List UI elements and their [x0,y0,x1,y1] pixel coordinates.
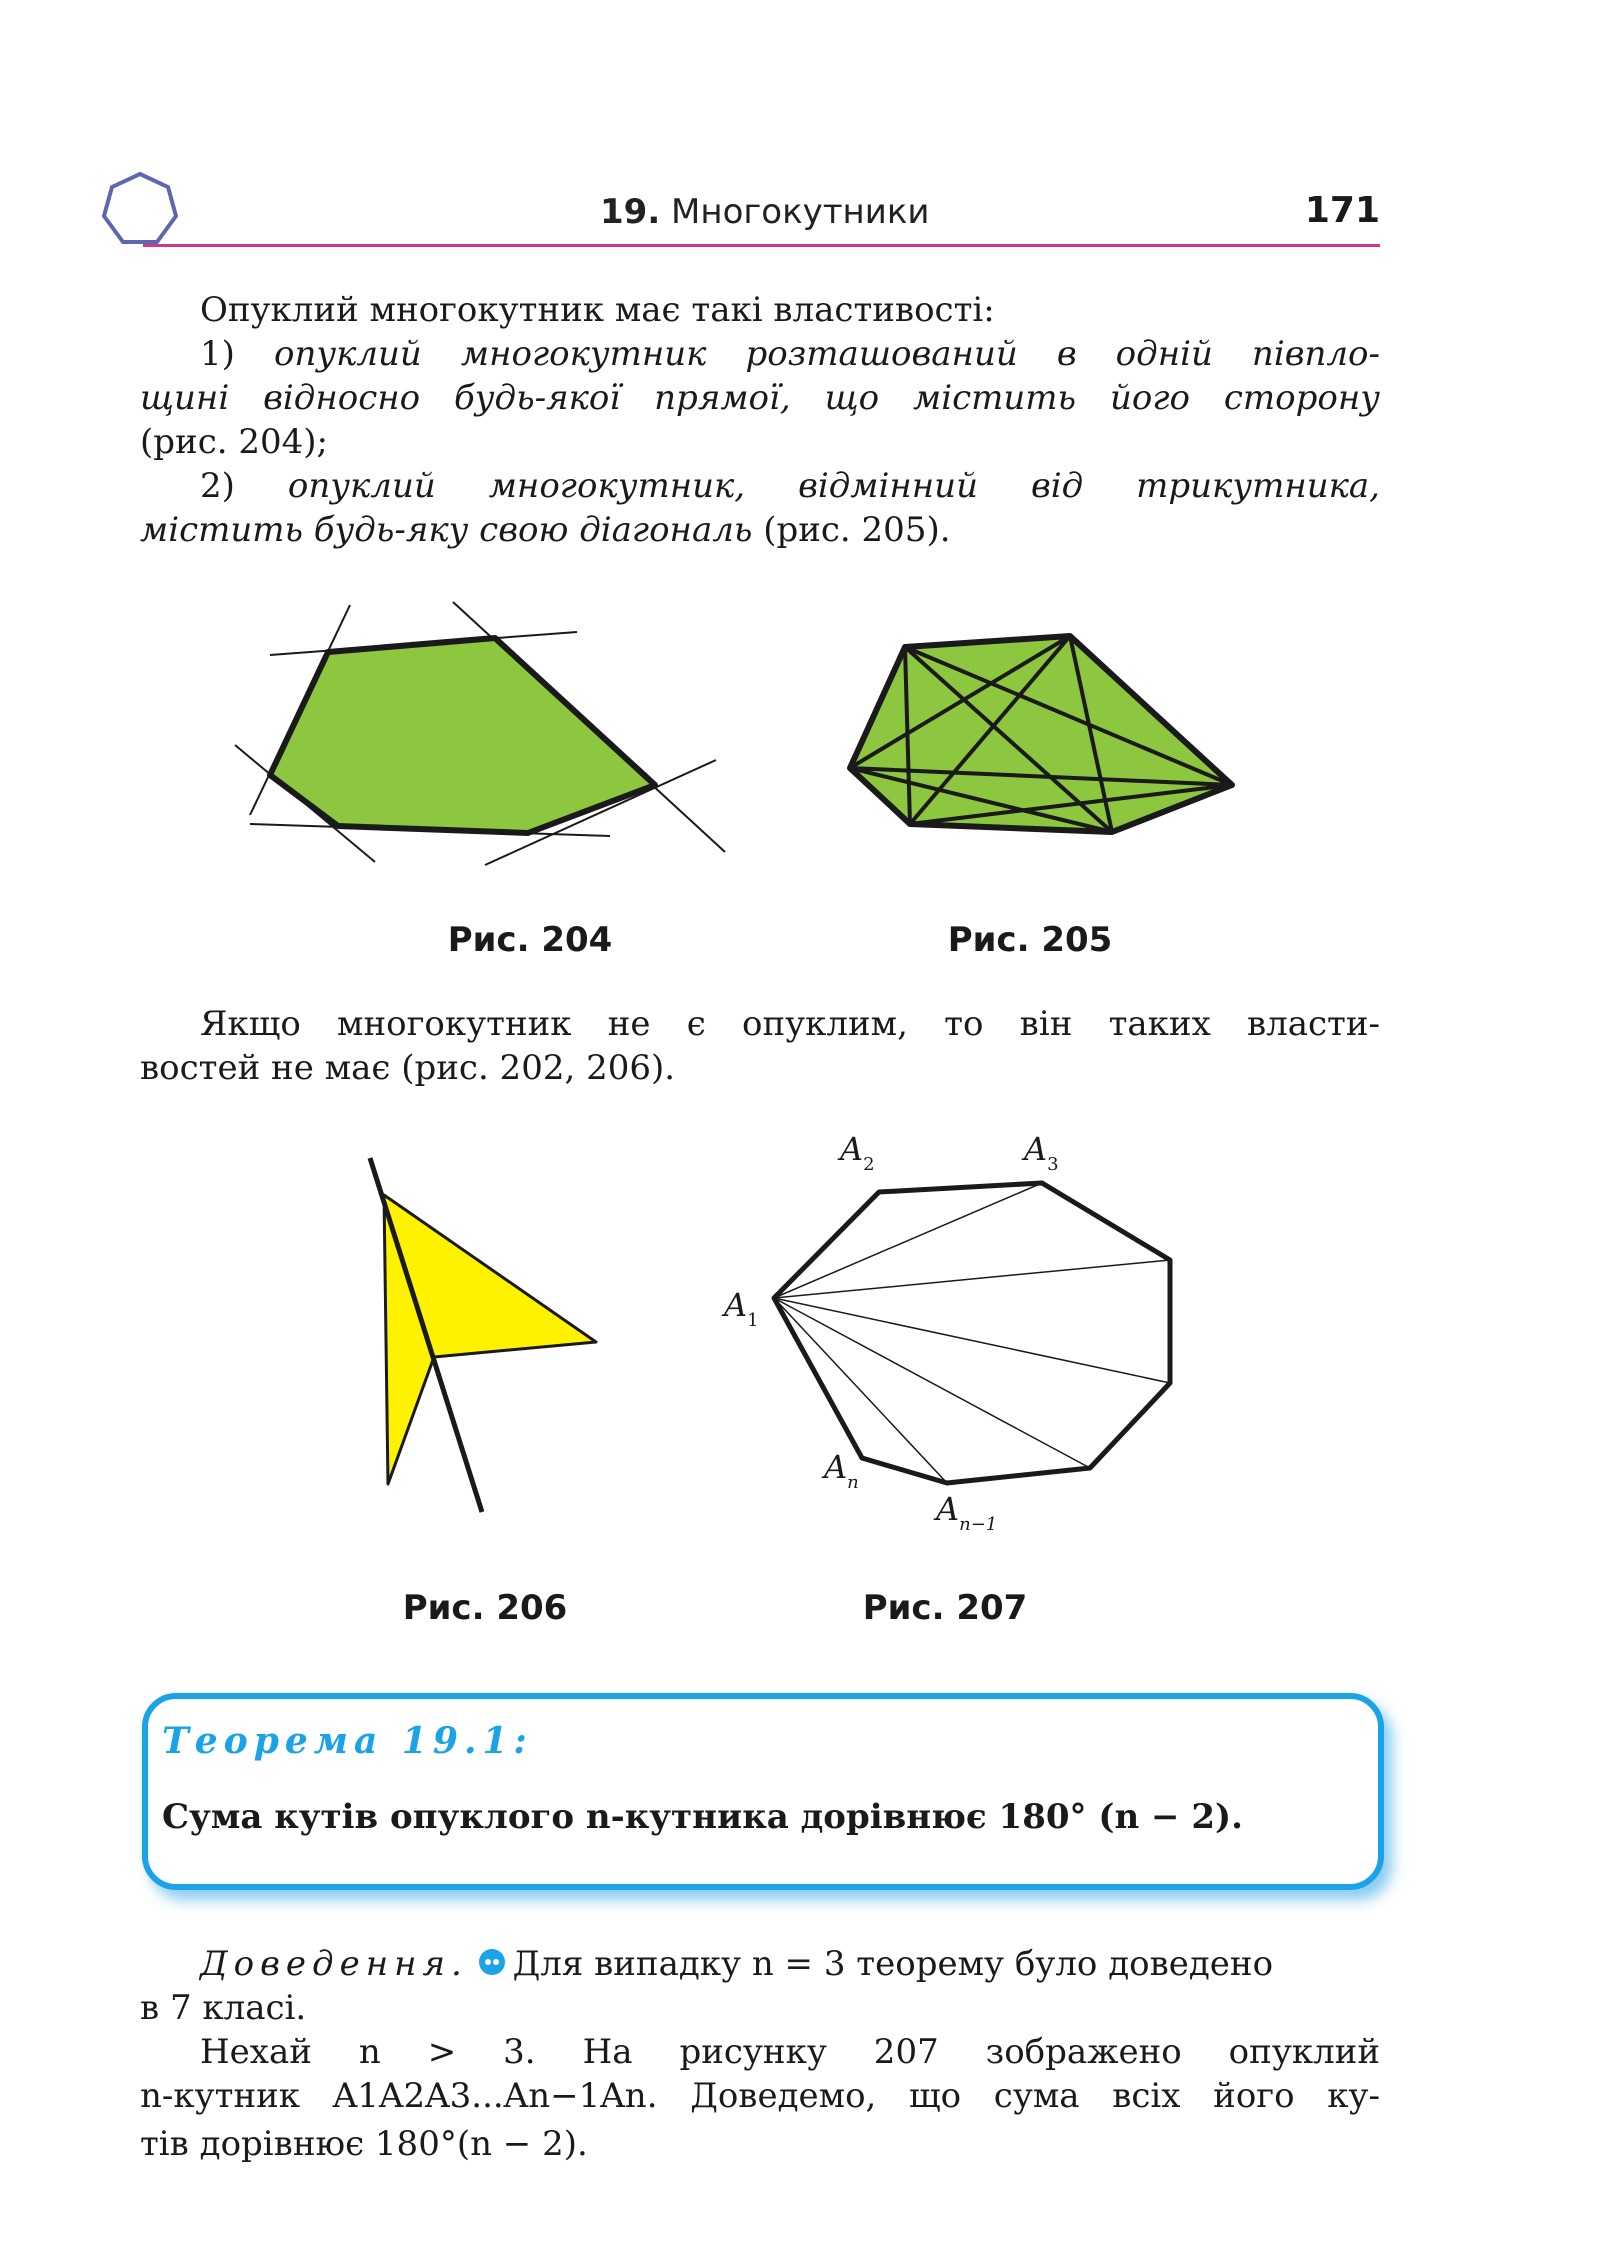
theorem-title: Теорема 19.1: [162,1720,533,1762]
property-1-line-a: 1) опуклий многокутник розташований в одній півпло- [200,334,1380,374]
fig207-diagonal [774,1298,1170,1383]
property-2-line-b: містить будь-яку свою діагональ (рис. 205). [140,510,951,550]
fig207-label-a1: $A_1$ [724,1286,759,1331]
proof-line-5: тів дорівнює 180°(n − 2). [140,2124,588,2164]
proof-label: Доведення. [200,1944,468,1984]
property-1-ref: (рис. 204); [140,422,328,462]
fig207-caption: Рис. 207 [862,1588,1028,1628]
fig207-label-a3: $A_3$ [1024,1130,1059,1175]
fig206-caption: Рис. 206 [402,1588,568,1628]
theorem-statement: Сума кутів опуклого n-кутника дорівнює 180° (n − 2). [162,1797,1243,1837]
fig207-polygon [774,1183,1170,1483]
intro-line: Опуклий многокутник має такі властивості: [200,290,995,330]
proof-line-3: Нехай n > 3. На рисунку 207 зображено опуклий [200,2032,1380,2072]
fig207-diagonal [774,1260,1170,1298]
heptagon-logo-icon [100,170,180,250]
property-2-line-a: 2) опуклий многокутник, відмінний від трикутника, [200,466,1380,506]
header-divider [143,244,1380,247]
fig205-caption: Рис. 205 [947,920,1113,960]
property-1-line-b: щині відносно будь-якої прямої, що містить його сторону [140,378,1380,418]
fig207-diagonal [774,1183,1042,1298]
fig207-label-a2: $A_2$ [840,1130,875,1175]
fig206-polygon [384,1195,596,1484]
proof-line-4: n-кутник A1A2A3...An−1An. Доведемо, що сума всіх його ку- [140,2076,1380,2116]
figure-206-nonconvex-polygon [350,1150,610,1520]
proof-line-2: в 7 класі. [140,1988,307,2028]
proof-line-1: Доведення. Для випадку n = 3 теорему було доведено [200,1944,1274,1984]
page-number: 171 [1304,190,1380,231]
fig207-label-an: $A_n$ [824,1448,859,1493]
figure-207-n-gon [700,1120,1280,1560]
fig207-label-an-minus-1: $A_{n-1}$ [936,1490,998,1535]
fig204-caption: Рис. 204 [447,920,613,960]
figure-205-polygon-diagonals [840,620,1250,840]
middle-line-2: востей не має (рис. 202, 206). [140,1048,676,1088]
proof-icon [479,1949,505,1975]
section-title: 19. Многокутники [600,192,930,232]
middle-line-1: Якщо многокутник не є опуклим, то він таких власти- [200,1004,1380,1044]
figure-204-convex-polygon [220,590,740,870]
